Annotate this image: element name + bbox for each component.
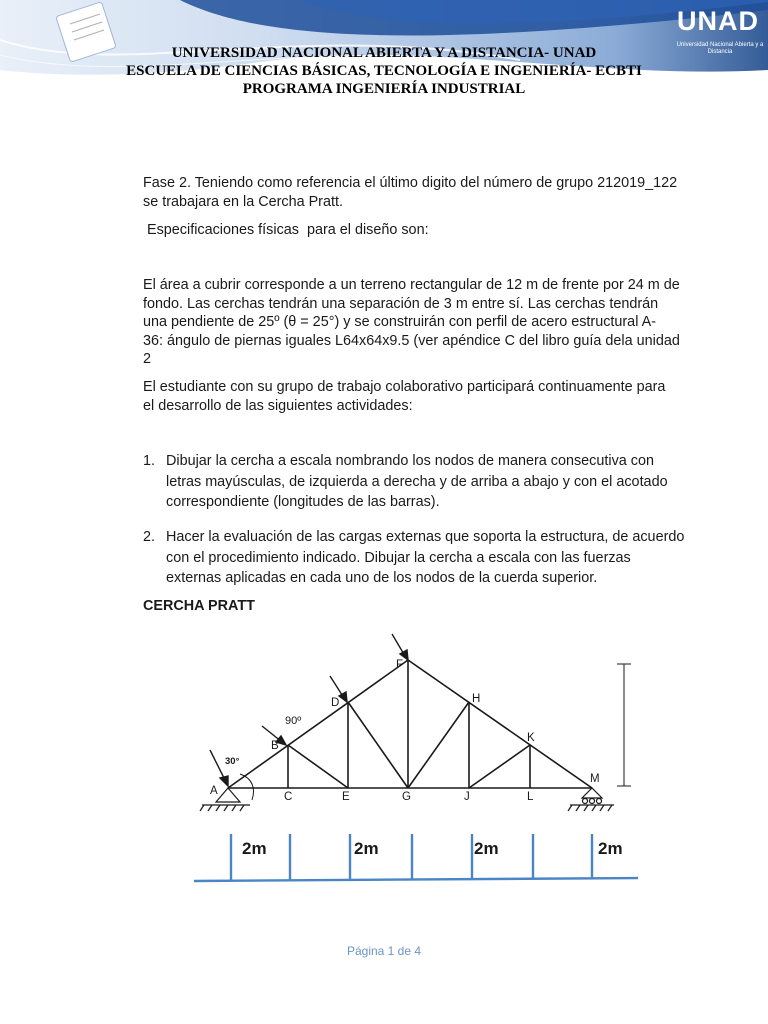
spacing-label: 2m	[474, 839, 499, 858]
page-number: Página 1 de 4	[346, 944, 422, 958]
node-label: L	[527, 791, 534, 803]
list-line: Hacer la evaluación de las cargas externas que soporta la estructura, de acuerdo	[166, 529, 685, 545]
list-line: con el procedimiento indicado. Dibujar la cercha a escala con las fuerzas	[166, 549, 631, 566]
roller-support-right	[568, 788, 614, 811]
node-label: F	[396, 659, 404, 671]
specs-line: 2	[143, 351, 152, 367]
node-label: A	[210, 785, 218, 797]
angle-30-label: 30°	[225, 756, 240, 767]
node-label: J	[464, 791, 470, 803]
intro-line: Fase 2. Teniendo como referencia el último digito del número de grupo 212019_122	[143, 175, 678, 191]
node-label: C	[284, 791, 293, 803]
logo-subtitle: Universidad Nacional Abierta y a Distancia	[676, 42, 764, 55]
node-label: H	[472, 693, 481, 705]
pratt-truss-diagram	[0, 628, 768, 898]
document-header	[90, 44, 678, 98]
list-line: correspondiente (longitudes de las barras).	[166, 494, 440, 510]
height-dimension	[617, 664, 631, 786]
specs-line: 36: ángulo de piernas iguales L64x64x9.5 (ver apéndice C del libro guía dela unidad	[143, 332, 680, 349]
list-number: 2.	[143, 529, 156, 545]
pin-support-left	[200, 788, 250, 811]
specs-heading: Especificaciones físicas para el diseño son:	[143, 222, 429, 238]
unad-logo	[672, 4, 764, 70]
load-arrows	[210, 634, 408, 786]
student-paragraph	[143, 378, 698, 415]
header-line-2: ESCUELA DE CIENCIAS BÁSICAS, TECNOLOGÍA E INGENIERÍA- ECBTI	[126, 63, 642, 79]
arrow-d-head-icon	[339, 692, 347, 702]
header-line-1: UNIVERSIDAD NACIONAL ABIERTA Y A DISTANCIA- UNAD	[171, 45, 597, 61]
diagonal-member	[348, 702, 408, 788]
node-label: K	[527, 732, 535, 744]
intro-paragraph	[143, 174, 698, 211]
truss-members	[228, 660, 592, 788]
student-line: el desarrollo de las siguientes actividades:	[143, 397, 413, 414]
diagonal-member	[469, 745, 530, 788]
node-label: B	[271, 740, 279, 752]
spacing-labels	[242, 839, 623, 858]
specs-line: El área a cubrir corresponde a un terreno rectangular de 12 m de frente por 24 m de	[143, 277, 680, 293]
node-label: E	[342, 791, 350, 803]
angle-90-label: 90º	[285, 715, 302, 727]
list-text	[166, 527, 698, 589]
list-line: externas aplicadas en cada uno de los nodos de la cuerda superior.	[166, 570, 598, 586]
arrow-a-head-icon	[220, 776, 228, 786]
top-chord-left	[228, 660, 408, 788]
spacing-label: 2m	[354, 839, 379, 858]
spacing-label: 2m	[242, 839, 267, 858]
node-label: G	[402, 791, 411, 803]
logo-text: UNAD	[677, 6, 759, 36]
node-label: D	[331, 697, 340, 709]
list-line: letras mayúsculas, de izquierda a derecha y de arriba a abajo y con el acotado	[166, 473, 668, 490]
spacing-label: 2m	[598, 839, 623, 858]
specs-paragraph	[143, 276, 698, 369]
list-number: 1.	[143, 453, 156, 469]
top-chord-right	[408, 660, 592, 788]
section-title: CERCHA PRATT	[143, 598, 255, 614]
dimension-baseline	[194, 878, 638, 881]
student-line: El estudiante con su grupo de trabajo colaborativo participará continuamente para	[143, 379, 666, 395]
specs-line: una pendiente de 25º (θ = 25°) y se construirán con perfil de acero estructural A-	[143, 314, 656, 330]
list-line: Dibujar la cercha a escala nombrando los nodos de manera consecutiva con	[166, 453, 654, 469]
node-label: M	[590, 773, 600, 785]
diagonal-member	[408, 702, 469, 788]
specs-line: fondo. Las cerchas tendrán una separación de 3 m entre sí. Las cerchas tendrán	[143, 295, 659, 312]
header-line-3: PROGRAMA INGENIERÍA INDUSTRIAL	[242, 81, 526, 97]
diagonal-member	[288, 745, 348, 788]
list-text	[166, 451, 698, 513]
intro-line: se trabajara en la Cercha Pratt.	[143, 193, 343, 210]
